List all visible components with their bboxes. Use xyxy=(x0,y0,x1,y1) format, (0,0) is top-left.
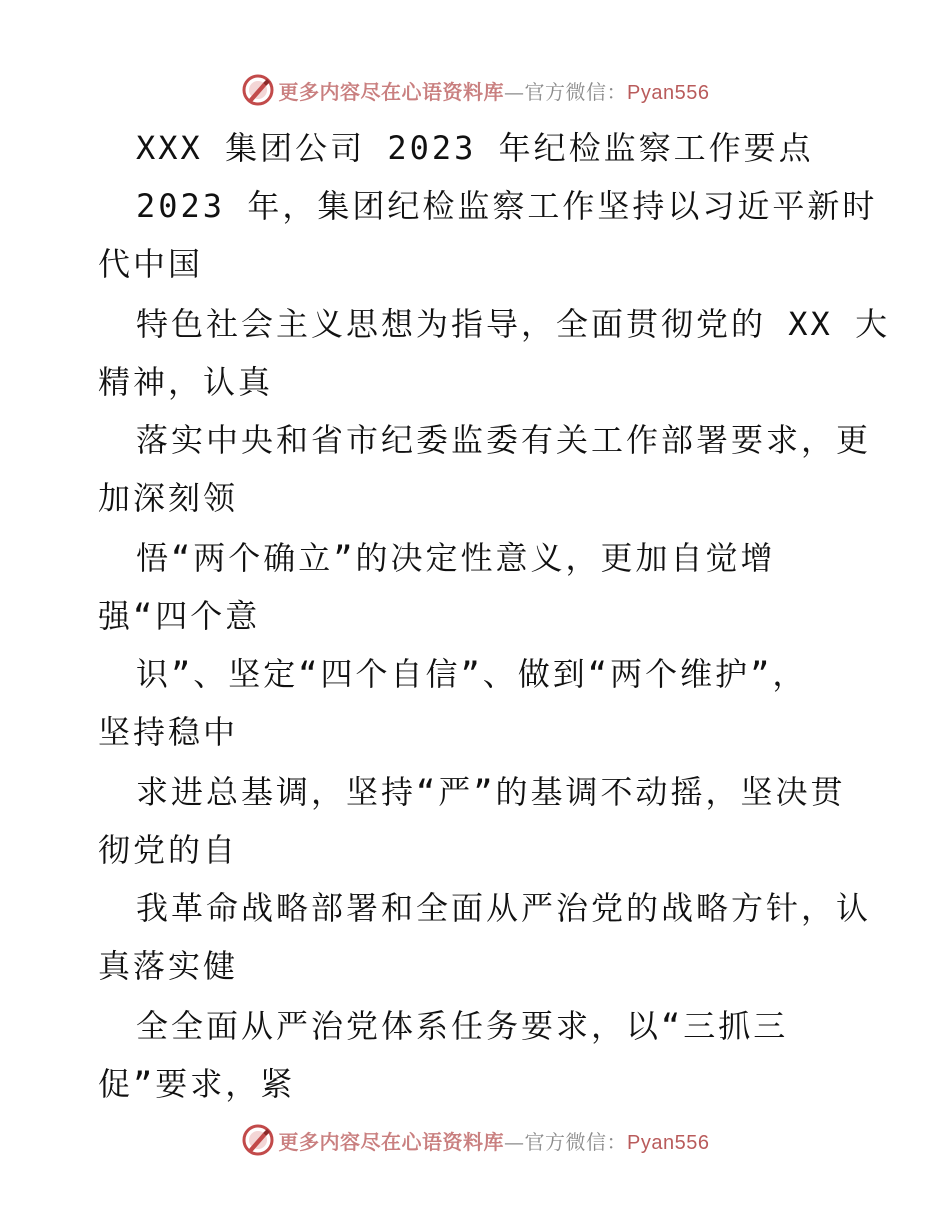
document-line: 加深刻领 xyxy=(98,479,239,517)
watermark-text xyxy=(279,76,710,105)
watermark-id: Pyan556 xyxy=(627,1131,710,1154)
watermark-main: 更多内容尽在心语资料库 xyxy=(278,79,505,104)
document-line: 坚持稳中 xyxy=(98,713,239,751)
document-line: 求进总基调，坚持“严”的基调不动摇，坚决贯 xyxy=(136,773,846,811)
pen-seal-logo-icon xyxy=(241,1123,275,1157)
watermark-sub: 官方微信： xyxy=(524,1129,628,1154)
watermark-sub: 官方微信： xyxy=(524,79,628,104)
watermark-footer xyxy=(0,1120,950,1160)
watermark-header xyxy=(0,70,950,110)
watermark-dash: — xyxy=(504,79,525,104)
document-line: 代中国 xyxy=(98,245,204,283)
watermark-id: Pyan556 xyxy=(627,81,710,104)
watermark-main: 更多内容尽在心语资料库 xyxy=(278,1129,505,1154)
document-line: 真落实健 xyxy=(98,947,239,985)
document-line: 我革命战略部署和全面从严治党的战略方针，认 xyxy=(136,889,872,927)
document-line: 彻党的自 xyxy=(98,831,239,869)
document-line: 悟“两个确立”的决定性意义，更加自觉增 xyxy=(136,539,776,577)
pen-seal-logo-icon xyxy=(241,73,275,107)
document-line: 强“四个意 xyxy=(98,597,261,635)
document-line: 落实中央和省市纪委监委有关工作部署要求，更 xyxy=(136,421,872,459)
document-line: 精神，认真 xyxy=(98,363,274,401)
watermark-dash: — xyxy=(504,1129,525,1154)
watermark-text xyxy=(279,1126,710,1155)
document-line: 特色社会主义思想为指导，全面贯彻党的 XX 大 xyxy=(136,305,891,343)
document-title: XXX 集团公司 2023 年纪检监察工作要点 xyxy=(136,129,814,167)
document-line: 促”要求，紧 xyxy=(98,1065,296,1103)
document-line: 识”、坚定“四个自信”、做到“两个维护”， xyxy=(136,655,808,693)
document-line: 2023 年，集团纪检监察工作坚持以习近平新时 xyxy=(136,187,878,225)
document-line: 全全面从严治党体系任务要求，以“三抓三 xyxy=(136,1007,789,1045)
